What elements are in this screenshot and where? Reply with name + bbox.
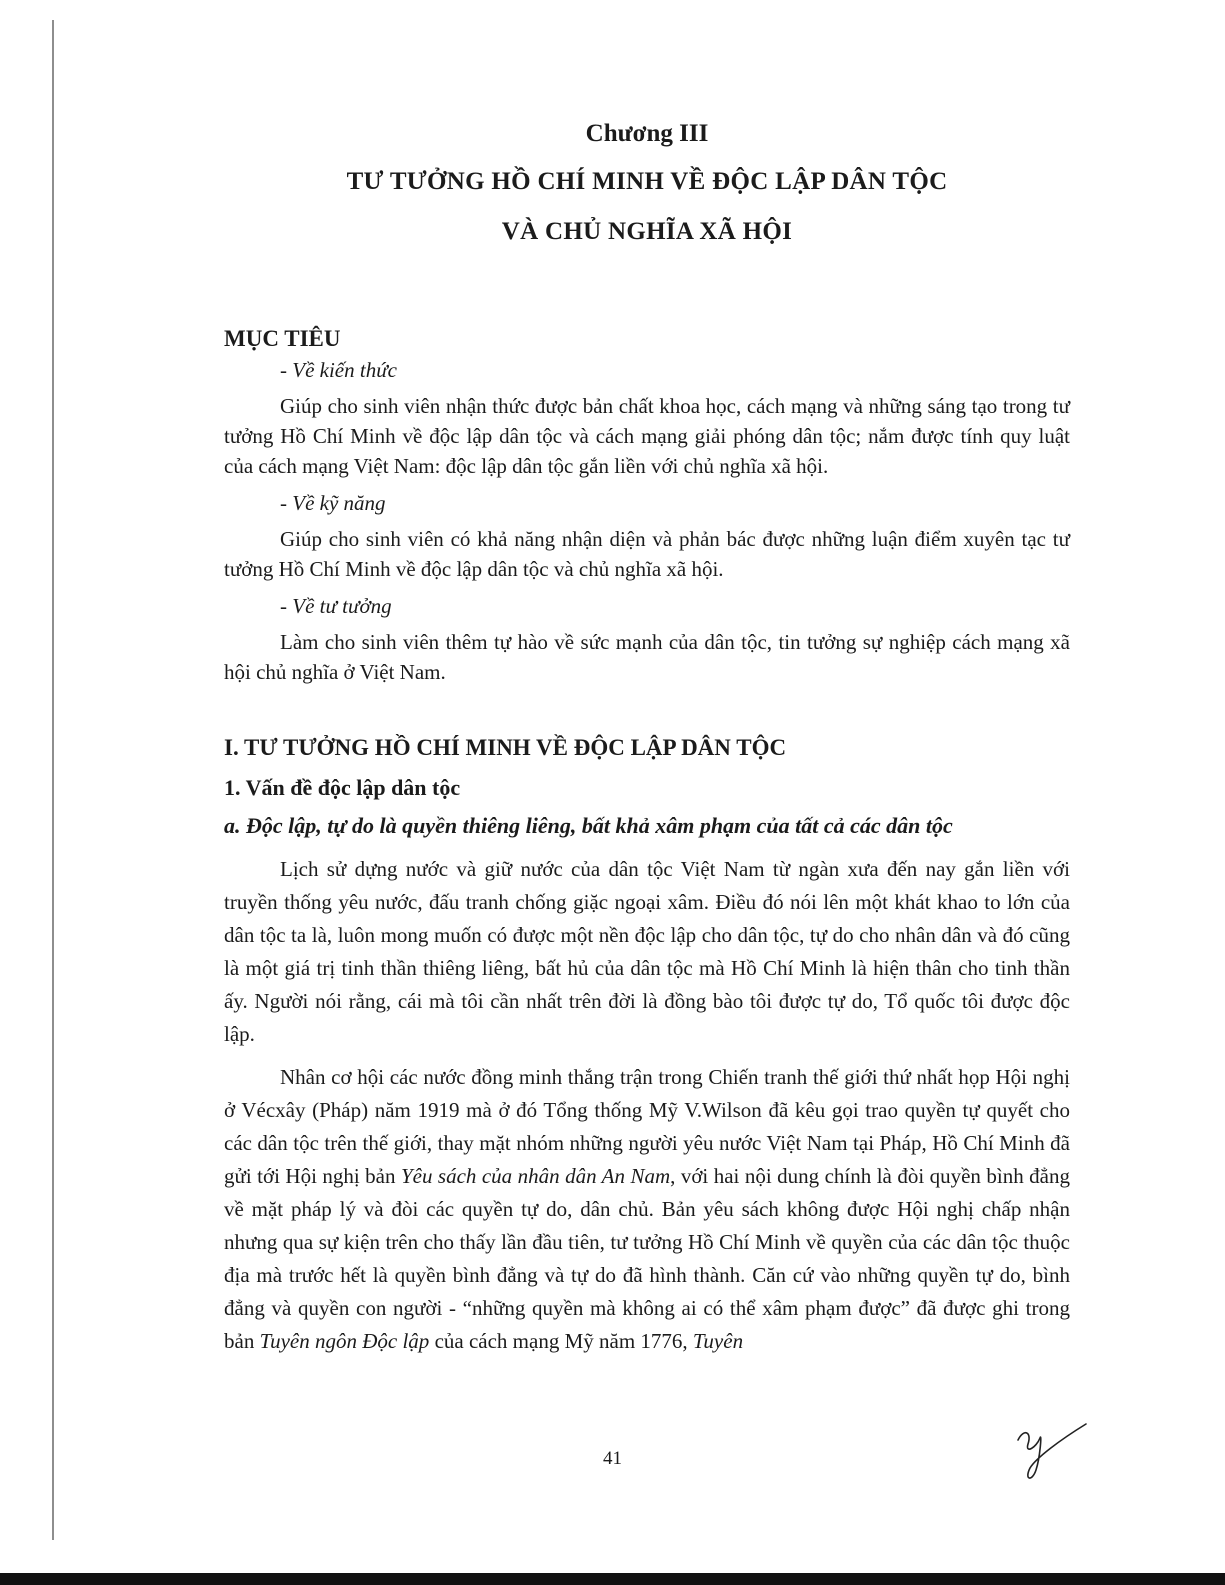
section-subheading: 1. Vấn đề độc lập dân tộc [224,775,461,800]
skills-text: Giúp cho sinh viên có khả năng nhận diện và phản bác được những luận điểm xuyên tạc tư tưởng Hồ Chí Minh về độc lập dân tộc và chủ nghĩa xã hội. [224,527,1070,581]
page-content [224,112,1070,1358]
knowledge-label: - Về kiến thức [280,358,397,382]
paragraph-2-part1: Nhân cơ hội các nước đồng minh thắng trận trong Chiến tranh thế giới thứ nhất họp Hội nghị ở Vécxây (Pháp) năm 1919 mà ở đó Tổng thống Mỹ V.Wilson đã kêu gọi trao quyền tự quyết cho các dân tộc trên thế giới, thay mặt nhóm những người yêu nước Việt Nam tại Pháp, Hồ Chí Minh đã gửi tới Hội nghị bản [224,1065,1070,1188]
chapter-label: Chương III [585,120,709,147]
section-subsubheading: a. Độc lập, tự do là quyền thiêng liêng, bất khả xâm phạm của tất cả các dân tộc [224,813,953,838]
scan-edge-bottom [0,1573,1225,1585]
thought-label: - Về tư tưởng [280,594,392,618]
paragraph-2-italic-title1: Yêu sách của nhân dân An Nam [400,1164,671,1188]
paragraph-1: Lịch sử dựng nước và giữ nước của dân tộc Việt Nam từ ngàn xưa đến nay gắn liền với truyền thống yêu nước, đấu tranh chống giặc ngoại xâm. Điều đó nói lên một khát khao to lớn của dân tộc ta là, luôn mong muốn có được một nền độc lập cho dân tộc, tự do cho nhân dân và đó cũng là một giá trị tinh thần thiêng liêng, bất hủ của dân tộc mà Hồ Chí Minh là hiện thân cho tinh thần ấy. Người nói rằng, cái mà tôi cần nhất trên đời là đồng bào tôi được tự do, Tổ quốc tôi được độc lập. [224,857,1070,1046]
paragraph-2-part3: của cách mạng Mỹ năm 1776, [429,1329,693,1353]
paragraph-2 [224,1061,1070,1358]
chapter-title-line2: VÀ CHỦ NGHĨA XÃ HỘI [501,218,793,245]
page-number: 41 [603,1448,622,1469]
paragraph-2-part2: , với hai nội dung chính là đòi quyền bình đẳng về mặt pháp lý và đòi các quyền tự do, dân chủ. Bản yêu sách không được Hội nghị chấp nhận nhưng qua sự kiện trên cho thấy lần đầu tiên, tư tưởng Hồ Chí Minh về quyền của các dân tộc thuộc địa mà trước hết là quyền bình đẳng và tự do đã hình thành. Căn cứ vào những quyền tự do, bình đẳng và quyền con người - “những quyền mà không ai có thể xâm phạm được” đã được ghi trong bản [224,1164,1070,1353]
paragraph-2-italic-title2: Tuyên ngôn Độc lập [259,1329,430,1353]
paragraph-2-italic-title3: Tuyên [692,1329,744,1353]
chapter-title-line1: TƯ TƯỞNG HỒ CHÍ MINH VỀ ĐỘC LẬP DÂN TỘC [346,168,948,195]
objectives-section [224,326,1070,687]
main-section [224,735,1070,1358]
skills-label: - Về kỹ năng [280,491,386,515]
handwritten-initials [1010,1418,1090,1488]
knowledge-text: Giúp cho sinh viên nhận thức được bản chất khoa học, cách mạng và những sáng tạo trong tư tưởng Hồ Chí Minh về độc lập dân tộc và cách mạng giải phóng dân tộc; nắm được tính quy luật của cách mạng Việt Nam: độc lập dân tộc gắn liền với chủ nghĩa xã hội. [224,394,1070,478]
scan-edge-left [52,20,54,1540]
section-heading: I. TƯ TƯỞNG HỒ CHÍ MINH VỀ ĐỘC LẬP DÂN TỘC [224,735,787,760]
chapter-header [224,116,1070,254]
objectives-heading: MỤC TIÊU [224,326,341,351]
thought-text: Làm cho sinh viên thêm tự hào về sức mạnh của dân tộc, tin tưởng sự nghiệp cách mạng xã hội chủ nghĩa ở Việt Nam. [224,630,1070,684]
